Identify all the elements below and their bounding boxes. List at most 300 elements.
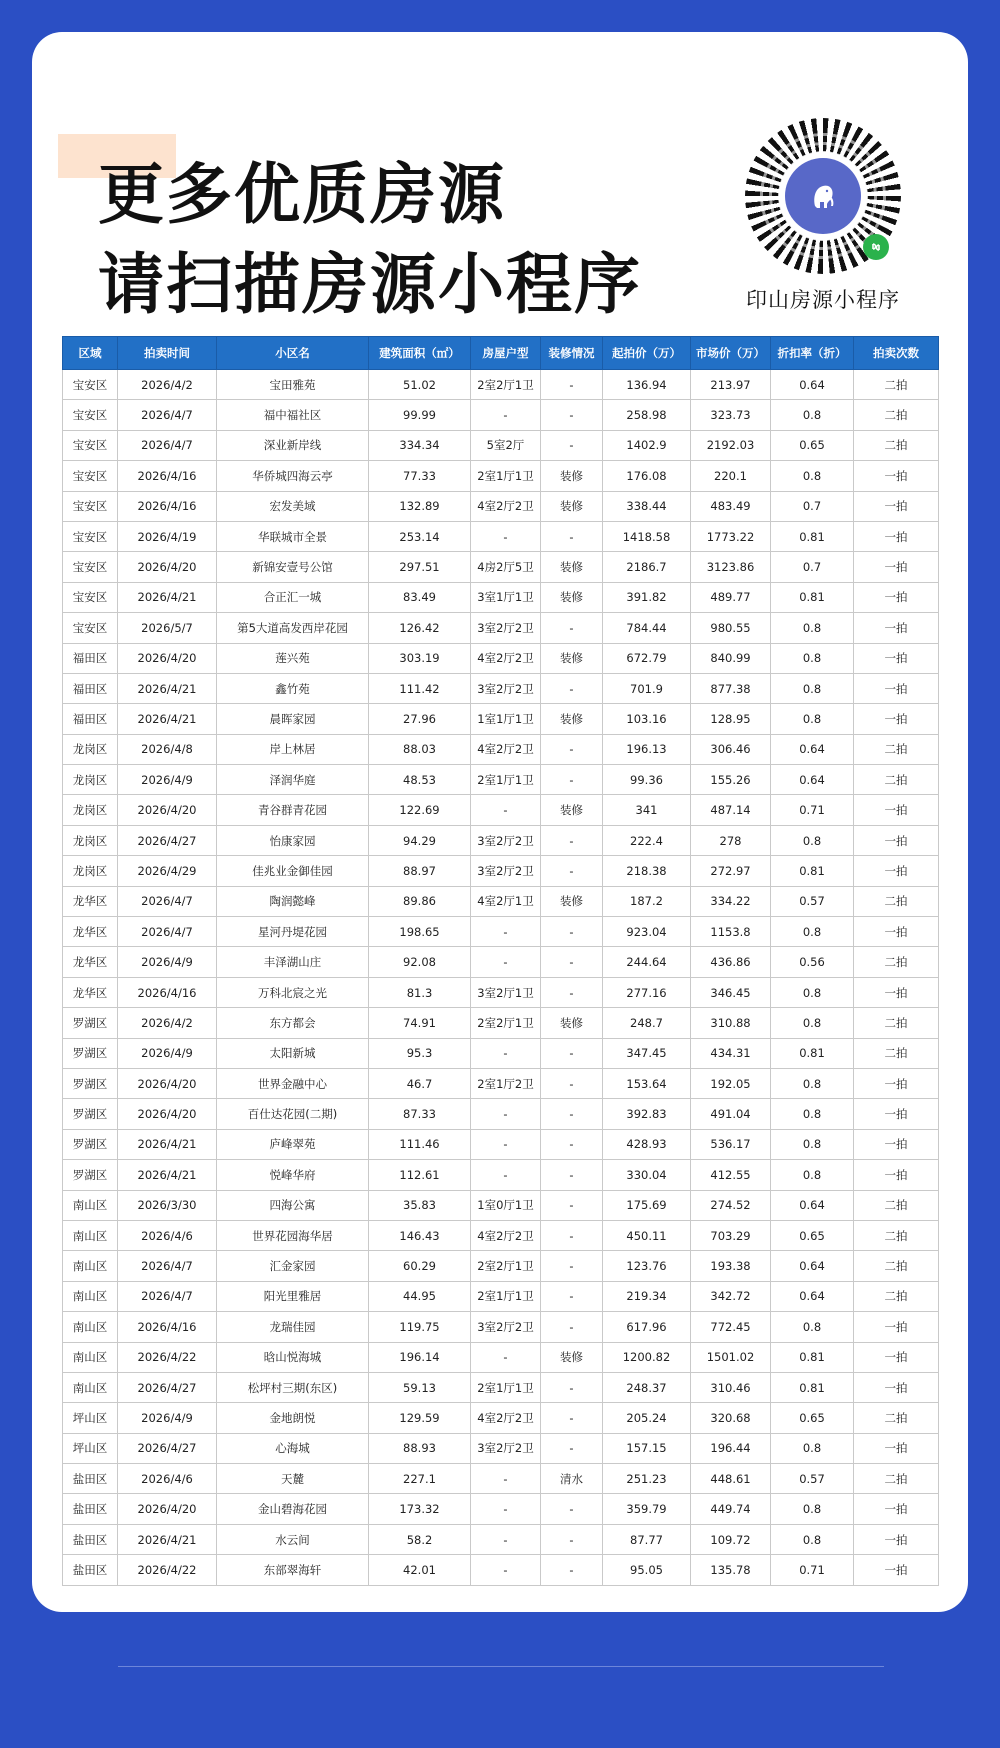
table-cell: 248.37 [603,1372,691,1402]
table-cell: 2室1厅1卫 [471,1372,541,1402]
table-cell: 一拍 [854,704,939,734]
table-cell: 0.8 [771,643,854,673]
table-cell: 2026/4/21 [118,704,217,734]
table-cell: 2026/4/9 [118,1403,217,1433]
table-cell: 晗山悦海城 [217,1342,369,1372]
table-cell: 391.82 [603,582,691,612]
table-cell: 宝安区 [63,430,118,460]
table-cell: 二拍 [854,370,939,400]
table-cell: 136.94 [603,370,691,400]
table-row [63,765,939,795]
table-cell: 佳兆业金御佳园 [217,856,369,886]
table-cell: 2026/4/16 [118,977,217,1007]
table-cell: 2026/4/20 [118,1068,217,1098]
table-cell: 2026/4/20 [118,643,217,673]
table-row [63,1494,939,1524]
table-cell: - [541,947,603,977]
table-cell: 923.04 [603,917,691,947]
table-row [63,1190,939,1220]
table-cell: 松坪村三期(东区) [217,1372,369,1402]
table-cell: 258.98 [603,400,691,430]
table-row [63,856,939,886]
table-cell: 装修 [541,886,603,916]
table-cell: 二拍 [854,1464,939,1494]
table-cell: 347.45 [603,1038,691,1068]
table-cell: 3室2厅2卫 [471,673,541,703]
table-cell: 1501.02 [691,1342,771,1372]
table-cell: 0.81 [771,521,854,551]
table-cell: 3123.86 [691,552,771,582]
table-cell: 0.8 [771,400,854,430]
table-cell: 703.29 [691,1220,771,1250]
table-cell: 2026/4/9 [118,947,217,977]
table-cell: 0.71 [771,1555,854,1585]
auction-table-container [62,336,938,1586]
table-cell: 60.29 [369,1251,471,1281]
table-cell: 3室2厅1卫 [471,977,541,1007]
table-cell: 2192.03 [691,430,771,460]
table-cell: 103.16 [603,704,691,734]
table-cell: 2026/4/20 [118,795,217,825]
table-header-row [63,337,939,370]
headline-line-2: 请扫描房源小程序 [98,246,642,323]
table-cell: 4室2厅2卫 [471,1403,541,1433]
table-cell: 122.69 [369,795,471,825]
table-cell: 一拍 [854,825,939,855]
table-cell: 92.08 [369,947,471,977]
table-cell: 392.83 [603,1099,691,1129]
table-row [63,552,939,582]
table-cell: 2026/4/29 [118,856,217,886]
table-cell: 0.7 [771,491,854,521]
table-cell: 320.68 [691,1403,771,1433]
table-cell: 3室2厅2卫 [471,1433,541,1463]
table-cell: 434.31 [691,1038,771,1068]
table-cell: 35.83 [369,1190,471,1220]
table-cell: 0.65 [771,430,854,460]
table-cell: 0.64 [771,1190,854,1220]
table-cell: 2室1厅1卫 [471,765,541,795]
table-cell: 一拍 [854,1099,939,1129]
table-cell: 盐田区 [63,1555,118,1585]
table-cell: 深业新岸线 [217,430,369,460]
table-cell: 128.95 [691,704,771,734]
table-cell: 303.19 [369,643,471,673]
table-row [63,1281,939,1311]
table-cell: - [541,1494,603,1524]
table-cell: - [541,521,603,551]
table-row [63,643,939,673]
table-cell: - [471,947,541,977]
table-cell: - [541,1312,603,1342]
table-cell: 0.8 [771,461,854,491]
table-cell: 青谷群青花园 [217,795,369,825]
table-cell: 0.81 [771,1038,854,1068]
table-cell: 悦峰华府 [217,1160,369,1190]
table-cell: 436.86 [691,947,771,977]
table-row [63,1251,939,1281]
table-cell: 0.64 [771,370,854,400]
table-cell: 173.32 [369,1494,471,1524]
table-cell: 坪山区 [63,1433,118,1463]
table-cell: 一拍 [854,795,939,825]
table-cell: 一拍 [854,521,939,551]
table-row [63,886,939,916]
table-cell: 罗湖区 [63,1038,118,1068]
table-cell: 42.01 [369,1555,471,1585]
table-row [63,1008,939,1038]
table-cell: 2026/4/7 [118,917,217,947]
table-cell: 二拍 [854,400,939,430]
table-cell: 万科北宸之光 [217,977,369,1007]
table-cell: 泽润华庭 [217,765,369,795]
table-row [63,582,939,612]
table-cell: - [471,1524,541,1554]
table-cell: 4室2厅2卫 [471,1220,541,1250]
table-cell: 一拍 [854,613,939,643]
table-row [63,947,939,977]
table-cell: 219.34 [603,1281,691,1311]
table-cell: 338.44 [603,491,691,521]
table-cell: 218.38 [603,856,691,886]
table-cell: 装修 [541,552,603,582]
column-header: 起拍价（万） [603,337,691,370]
table-cell: 宏发美域 [217,491,369,521]
table-cell: 278 [691,825,771,855]
table-cell: 世界花园海华居 [217,1220,369,1250]
table-cell: 109.72 [691,1524,771,1554]
table-cell: 1402.9 [603,430,691,460]
table-cell: 一拍 [854,1342,939,1372]
table-cell: 二拍 [854,1038,939,1068]
table-cell: 2026/3/30 [118,1190,217,1220]
table-cell: 27.96 [369,704,471,734]
qr-code-block [738,118,908,314]
table-cell: 310.88 [691,1008,771,1038]
table-cell: 2026/4/21 [118,1129,217,1159]
table-cell: 龙岗区 [63,795,118,825]
table-cell: 2026/4/20 [118,1494,217,1524]
table-cell: - [471,1494,541,1524]
table-cell: 装修 [541,1008,603,1038]
table-cell: 二拍 [854,765,939,795]
table-cell: 龙岗区 [63,856,118,886]
table-cell: 宝安区 [63,521,118,551]
table-cell: 二拍 [854,886,939,916]
table-cell: - [541,673,603,703]
table-cell: 0.8 [771,1494,854,1524]
table-cell: 2186.7 [603,552,691,582]
table-cell: 一拍 [854,1372,939,1402]
table-cell: 672.79 [603,643,691,673]
table-cell: 2026/4/22 [118,1555,217,1585]
table-cell: 2026/4/6 [118,1464,217,1494]
table-cell: 盐田区 [63,1494,118,1524]
table-cell: 2026/4/21 [118,673,217,703]
table-cell: 175.69 [603,1190,691,1220]
table-cell: 342.72 [691,1281,771,1311]
table-cell: 装修 [541,461,603,491]
table-cell: 44.95 [369,1281,471,1311]
table-row [63,734,939,764]
table-cell: 二拍 [854,1220,939,1250]
table-cell: 合正汇一城 [217,582,369,612]
table-cell: 346.45 [691,977,771,1007]
table-cell: 3室2厅2卫 [471,856,541,886]
table-cell: 汇金家园 [217,1251,369,1281]
table-cell: 一拍 [854,643,939,673]
table-row [63,1068,939,1098]
table-cell: 一拍 [854,1433,939,1463]
table-cell: 0.8 [771,1068,854,1098]
table-cell: 2室1厅1卫 [471,461,541,491]
table-cell: - [471,917,541,947]
table-cell: 2026/4/9 [118,1038,217,1068]
table-cell: - [541,734,603,764]
table-cell: 0.81 [771,582,854,612]
table-cell: 334.22 [691,886,771,916]
table-cell: 157.15 [603,1433,691,1463]
table-cell: 坪山区 [63,1403,118,1433]
table-cell: 95.05 [603,1555,691,1585]
table-cell: 一拍 [854,1129,939,1159]
table-cell: 0.56 [771,947,854,977]
table-cell: 东方都会 [217,1008,369,1038]
table-cell: 88.93 [369,1433,471,1463]
table-cell: 四海公寓 [217,1190,369,1220]
table-cell: 0.64 [771,1281,854,1311]
table-cell: 0.64 [771,765,854,795]
table-cell: 二拍 [854,734,939,764]
table-cell: 306.46 [691,734,771,764]
table-row [63,673,939,703]
table-cell: 2026/4/21 [118,1160,217,1190]
table-cell: 153.64 [603,1068,691,1098]
table-row [63,1342,939,1372]
table-cell: - [471,400,541,430]
table-cell: 庐峰翠苑 [217,1129,369,1159]
table-cell: 176.08 [603,461,691,491]
table-cell: - [541,1099,603,1129]
elephant-logo-icon [785,158,861,234]
table-cell: 0.8 [771,613,854,643]
mini-program-qr-code [745,118,901,274]
table-cell: 0.57 [771,886,854,916]
table-cell: 世界金融中心 [217,1068,369,1098]
table-cell: 146.43 [369,1220,471,1250]
table-cell: 297.51 [369,552,471,582]
table-cell: 0.8 [771,1129,854,1159]
table-cell: 193.38 [691,1251,771,1281]
table-row [63,825,939,855]
table-cell: 192.05 [691,1068,771,1098]
table-cell: - [541,1038,603,1068]
table-cell: 0.71 [771,795,854,825]
table-cell: 鑫竹苑 [217,673,369,703]
table-cell: 0.8 [771,1433,854,1463]
table-cell: 龙岗区 [63,734,118,764]
table-cell: 莲兴苑 [217,643,369,673]
table-cell: - [471,1342,541,1372]
table-cell: 0.8 [771,1312,854,1342]
table-cell: 0.81 [771,1342,854,1372]
table-cell: 罗湖区 [63,1129,118,1159]
table-row [63,1160,939,1190]
table-cell: 46.7 [369,1068,471,1098]
table-cell: 99.36 [603,765,691,795]
table-cell: - [541,1403,603,1433]
table-cell: 196.44 [691,1433,771,1463]
table-cell: 2室2厅1卫 [471,1251,541,1281]
content-card [32,32,968,1612]
table-cell: 百仕达花园(二期) [217,1099,369,1129]
table-cell: 135.78 [691,1555,771,1585]
table-cell: 1室0厅1卫 [471,1190,541,1220]
table-cell: 449.74 [691,1494,771,1524]
table-cell: - [541,1433,603,1463]
table-cell: - [471,1129,541,1159]
table-cell: 187.2 [603,886,691,916]
table-cell: 南山区 [63,1220,118,1250]
table-cell: 装修 [541,643,603,673]
table-cell: 2026/4/16 [118,491,217,521]
table-cell: 装修 [541,704,603,734]
table-cell: 220.1 [691,461,771,491]
table-cell: 88.97 [369,856,471,886]
table-cell: 4室2厅2卫 [471,643,541,673]
table-cell: 3室2厅2卫 [471,825,541,855]
table-cell: 二拍 [854,1190,939,1220]
table-cell: 274.52 [691,1190,771,1220]
table-cell: 3室2厅2卫 [471,613,541,643]
table-cell: 一拍 [854,1494,939,1524]
table-cell: 太阳新城 [217,1038,369,1068]
table-cell: 840.99 [691,643,771,673]
table-cell: - [471,1038,541,1068]
table-cell: 95.3 [369,1038,471,1068]
table-cell: 一拍 [854,1068,939,1098]
table-cell: 一拍 [854,582,939,612]
table-cell: 一拍 [854,552,939,582]
table-cell: - [471,1555,541,1585]
table-cell: 2026/4/27 [118,1372,217,1402]
table-cell: 701.9 [603,673,691,703]
table-cell: 0.8 [771,704,854,734]
auction-listing-table [62,336,939,1586]
table-cell: 金地朗悦 [217,1403,369,1433]
table-cell: 一拍 [854,977,939,1007]
table-cell: 金山碧海花园 [217,1494,369,1524]
table-cell: 99.99 [369,400,471,430]
table-cell: 二拍 [854,947,939,977]
table-cell: 一拍 [854,1160,939,1190]
headline-line-1: 更多优质房源 [98,156,506,233]
column-header: 小区名 [217,337,369,370]
table-row [63,1220,939,1250]
table-cell: - [541,917,603,947]
table-cell: 58.2 [369,1524,471,1554]
table-cell: 359.79 [603,1494,691,1524]
table-row [63,1433,939,1463]
table-cell: 412.55 [691,1160,771,1190]
table-cell: 罗湖区 [63,1068,118,1098]
column-header: 拍卖次数 [854,337,939,370]
table-cell: 536.17 [691,1129,771,1159]
table-cell: 2026/4/21 [118,582,217,612]
table-cell: 二拍 [854,1403,939,1433]
table-cell: 南山区 [63,1190,118,1220]
table-cell: 617.96 [603,1312,691,1342]
table-cell: - [541,1220,603,1250]
table-cell: 2026/4/2 [118,1008,217,1038]
table-cell: 0.64 [771,1251,854,1281]
table-cell: 0.65 [771,1403,854,1433]
table-cell: 水云间 [217,1524,369,1554]
table-cell: 0.81 [771,1372,854,1402]
table-cell: 111.46 [369,1129,471,1159]
table-cell: 0.8 [771,1099,854,1129]
table-cell: 2室2厅1卫 [471,1008,541,1038]
table-cell: 宝安区 [63,552,118,582]
qr-caption: 印山房源小程序 [746,288,900,312]
table-cell: 0.65 [771,1220,854,1250]
table-cell: 48.53 [369,765,471,795]
table-cell: 123.76 [603,1251,691,1281]
table-cell: 0.8 [771,1524,854,1554]
table-cell: 2026/4/19 [118,521,217,551]
table-cell: 334.34 [369,430,471,460]
table-cell: 2026/4/9 [118,765,217,795]
table-cell: 253.14 [369,521,471,551]
table-cell: 2026/4/7 [118,400,217,430]
table-row [63,613,939,643]
table-cell: 装修 [541,1342,603,1372]
table-cell: 东部翠海轩 [217,1555,369,1585]
table-cell: 1室1厅1卫 [471,704,541,734]
table-cell: 77.33 [369,461,471,491]
table-cell: 428.93 [603,1129,691,1159]
column-header: 折扣率（折） [771,337,854,370]
table-cell: 福田区 [63,704,118,734]
table-cell: 二拍 [854,430,939,460]
table-cell: 227.1 [369,1464,471,1494]
table-cell: 248.7 [603,1008,691,1038]
table-cell: 一拍 [854,1524,939,1554]
table-cell: 南山区 [63,1372,118,1402]
table-cell: 251.23 [603,1464,691,1494]
table-cell: 196.13 [603,734,691,764]
table-cell: 清水 [541,1464,603,1494]
table-cell: 0.57 [771,1464,854,1494]
table-cell: 2026/4/7 [118,886,217,916]
table-cell: 112.61 [369,1160,471,1190]
column-header: 拍卖时间 [118,337,217,370]
table-cell: 491.04 [691,1099,771,1129]
table-cell: 4房2厅5卫 [471,552,541,582]
table-cell: 2026/4/2 [118,370,217,400]
table-cell: 一拍 [854,673,939,703]
table-cell: 二拍 [854,1008,939,1038]
table-row [63,430,939,460]
table-cell: 二拍 [854,1281,939,1311]
table-cell: 1418.58 [603,521,691,551]
table-cell: 196.14 [369,1342,471,1372]
table-cell: 怡康家园 [217,825,369,855]
table-cell: 罗湖区 [63,1160,118,1190]
table-cell: - [541,1281,603,1311]
column-header: 装修情况 [541,337,603,370]
table-row [63,1403,939,1433]
